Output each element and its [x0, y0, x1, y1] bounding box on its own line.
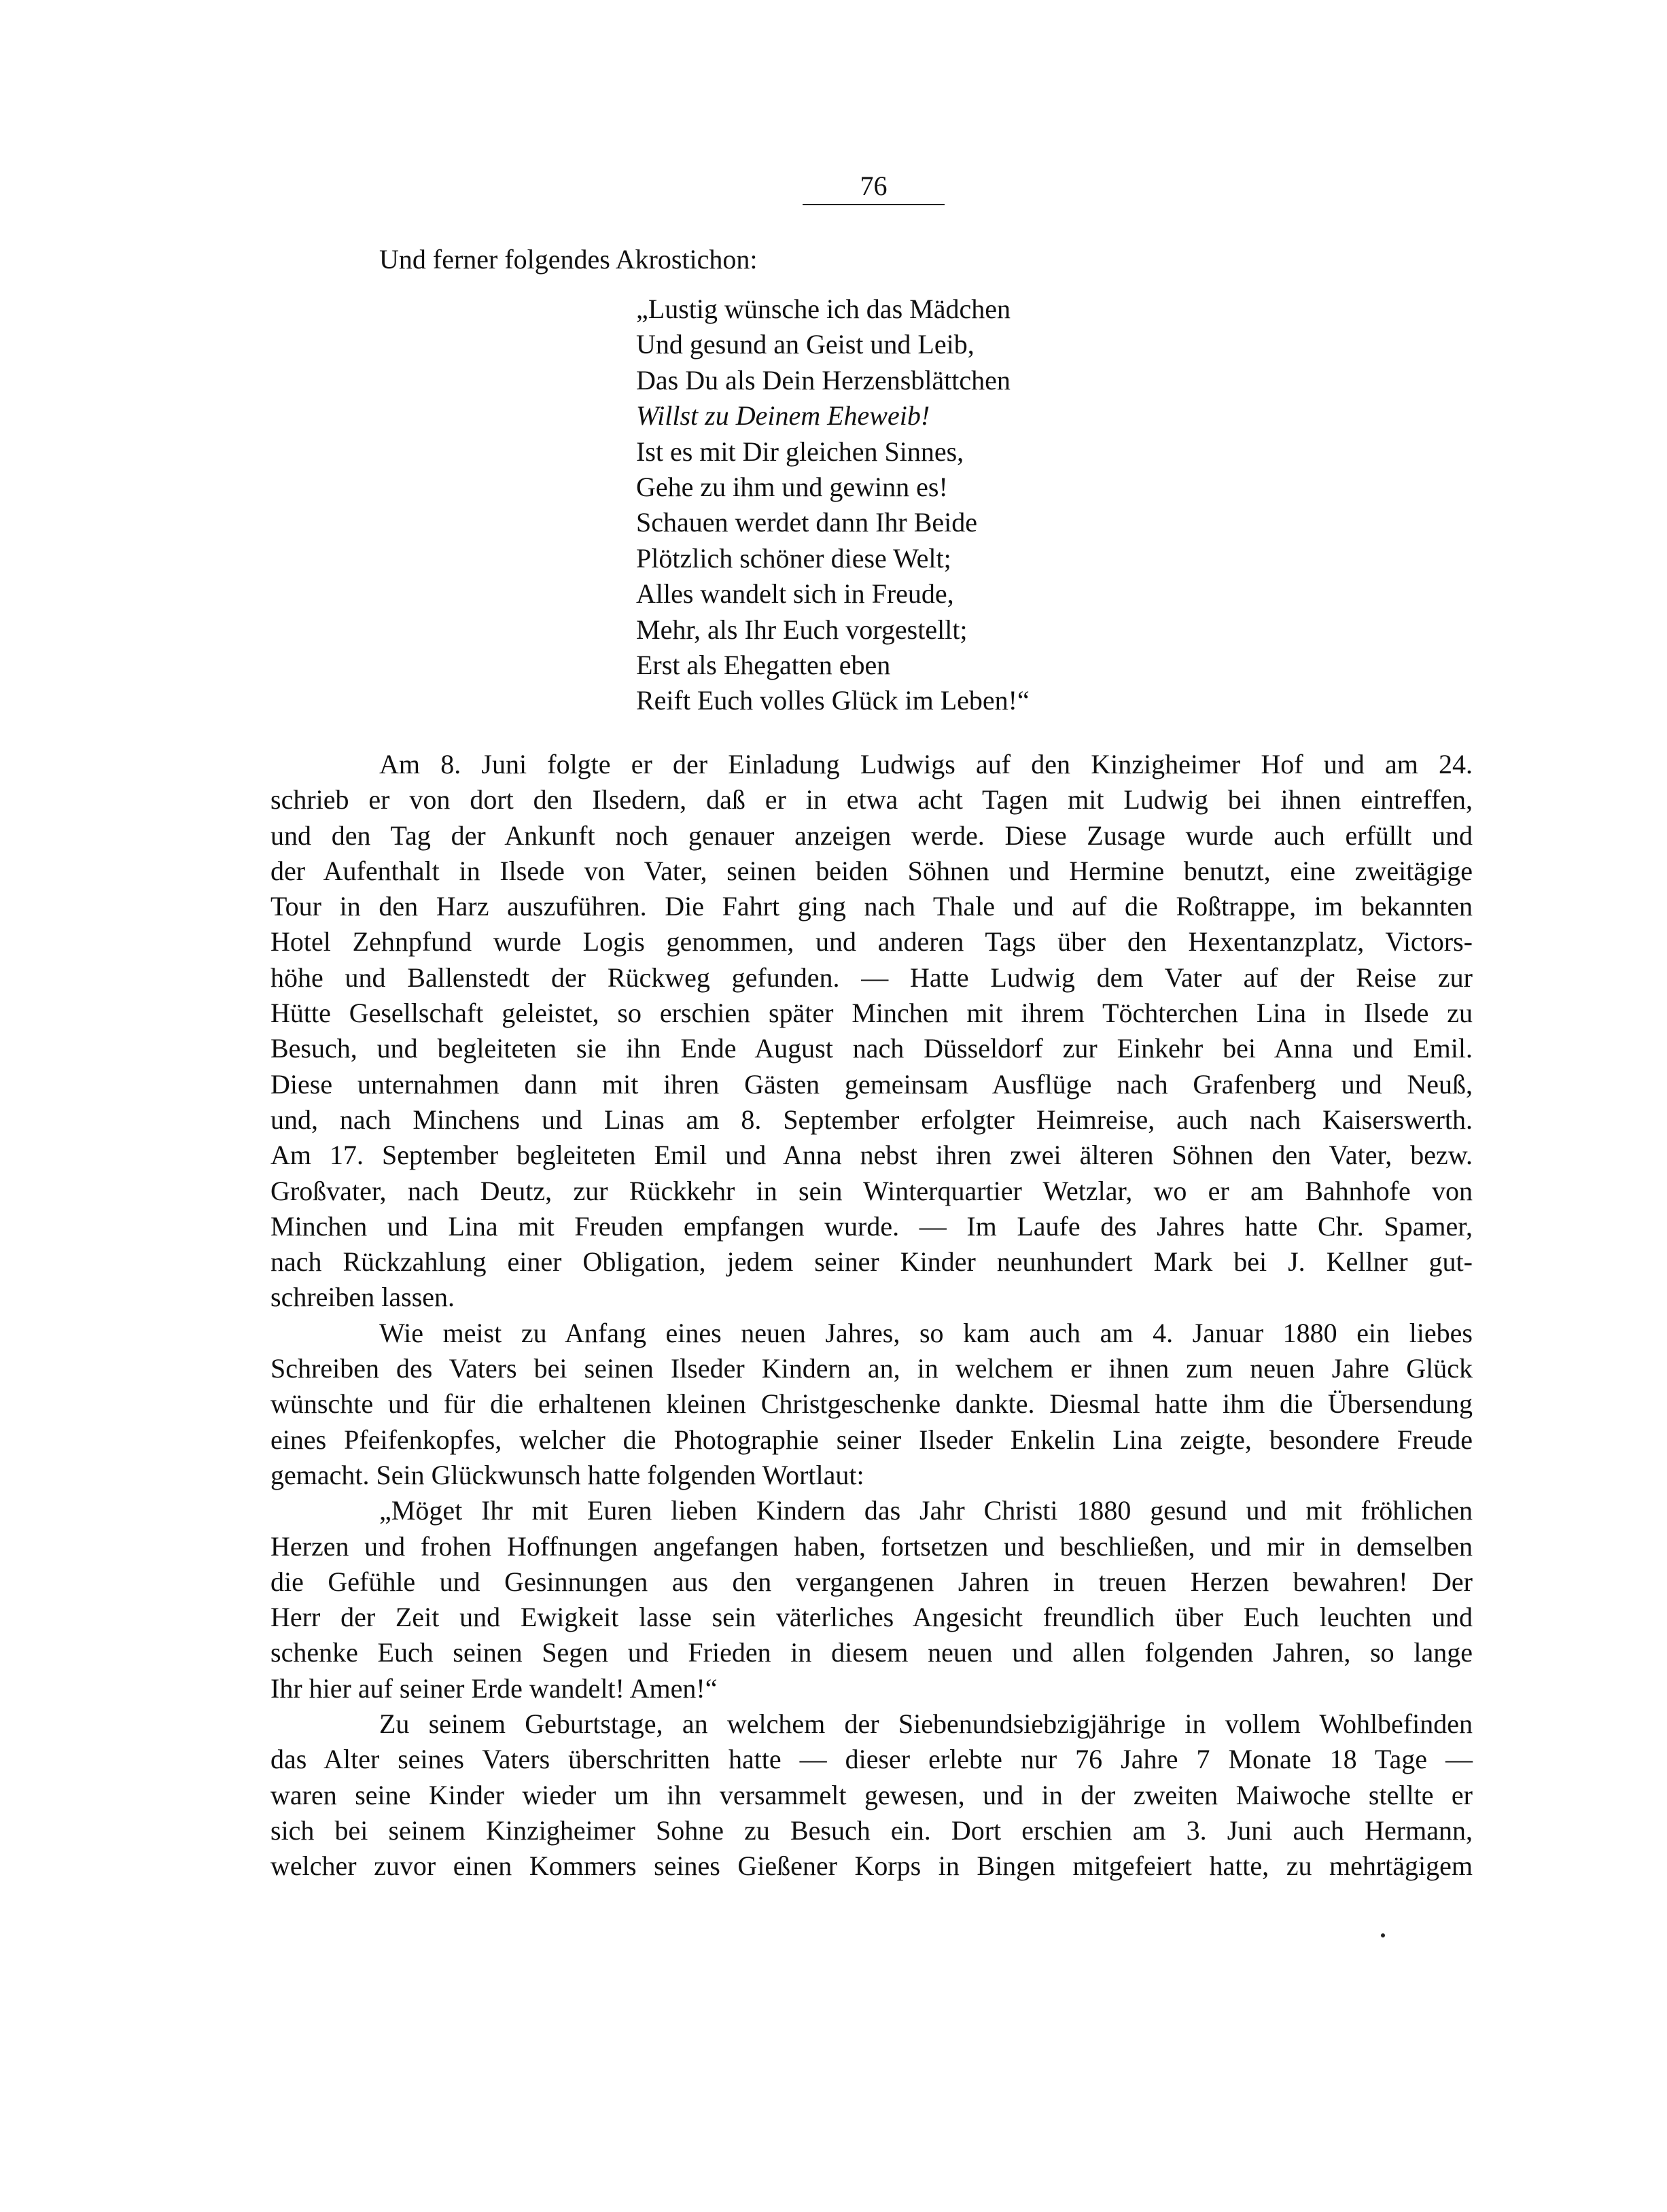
paragraph	[270, 747, 1473, 1316]
poem-line: Das Du als Dein Herzensblättchen	[636, 364, 1011, 396]
text-line: wünschte und für die erhaltenen kleinen Christgeschenke dankte. Diesmal hatte ihm die Übersendung	[270, 1388, 1473, 1420]
text-line: Hütte Gesellschaft geleistet, so erschien später Minchen mit ihrem Töchterchen Lina in Ilsede zu	[270, 998, 1473, 1029]
page-number: 76	[860, 171, 888, 201]
text-line: Minchen und Lina mit Freuden empfangen wurde. — Im Laufe des Jahres hatte Chr. Spamer,	[270, 1210, 1473, 1242]
body-text	[270, 747, 1473, 1884]
text-line: Besuch, und begleiteten sie ihn Ende August nach Düsseldorf zur Einkehr bei Anna und Emil.	[270, 1033, 1473, 1064]
poem-line: Erst als Ehegatten eben	[636, 650, 891, 681]
text-line: schreiben lassen.	[270, 1282, 455, 1313]
text-line: sich bei seinem Kinzigheimer Sohne zu Besuch ein. Dort erschien am 3. Juni auch Hermann,	[270, 1814, 1473, 1846]
text-line: waren seine Kinder wieder um ihn versammelt gewesen, und in der zweiten Maiwoche stellte er	[270, 1779, 1473, 1810]
text-line: höhe und Ballenstedt der Rückweg gefunden. — Hatte Ludwig dem Vater auf der Reise zur	[270, 962, 1473, 993]
text-line: welcher zuvor einen Kommers seines Gießener Korps in Bingen mitgefeiert hatte, zu mehrtägigem	[270, 1850, 1473, 1882]
poem-line: Plötzlich schöner diese Welt;	[636, 542, 951, 574]
paragraph	[270, 1706, 1473, 1884]
intro-line: Und ferner folgendes Akrostichon:	[379, 244, 758, 275]
text-line: Tour in den Harz auszuführen. Die Fahrt ging nach Thale und auf die Roßtrappe, im bekannten	[270, 891, 1473, 922]
text-line: Diese unternahmen dann mit ihren Gästen gemeinsam Ausflüge nach Grafenberg und Neuß,	[270, 1068, 1473, 1100]
text-line: Am 17. September begleiteten Emil und Anna nebst ihren zwei älteren Söhnen den Vater, bezw.	[270, 1140, 1473, 1171]
poem-line: Reift Euch volles Glück im Leben!“	[636, 685, 1030, 716]
text-line: Herr der Zeit und Ewigkeit lasse sein väterliches Angesicht freundlich über Euch leuchten und	[270, 1602, 1473, 1633]
text-line: der Aufenthalt in Ilsede von Vater, seinen beiden Söhnen und Hermine benutzt, eine zweitägige	[270, 855, 1473, 886]
acrostic-poem	[636, 292, 1030, 719]
text-line: gemacht. Sein Glückwunsch hatte folgenden Wortlaut:	[270, 1459, 864, 1490]
text-line: Zu seinem Geburtstage, an welchem der Siebenundsiebzigjährige in vollem Wohlbefinden	[379, 1708, 1473, 1740]
text-line: schrieb er von dort den Ilsedern, daß er in etwa acht Tagen mit Ludwig bei ihnen eintreffen,	[270, 784, 1473, 815]
text-line: und, nach Minchens und Linas am 8. September erfolgter Heimreise, auch nach Kaiserswerth.	[270, 1104, 1473, 1135]
poem-line: „Lustig wünsche ich das Mädchen	[636, 294, 1011, 324]
text-line: Herzen und frohen Hoffnungen angefangen haben, fortsetzen und beschließen, und mir in demselben	[270, 1530, 1473, 1562]
poem-line: Alles wandelt sich in Freude,	[636, 578, 954, 610]
text-line: das Alter seines Vaters überschritten hatte — dieser erlebte nur 76 Jahre 7 Monate 18 Tage —	[270, 1744, 1473, 1775]
text-line: Wie meist zu Anfang eines neuen Jahres, so kam auch am 4. Januar 1880 ein liebes	[379, 1317, 1473, 1348]
text-line: Hotel Zehnpfund wurde Logis genommen, und anderen Tags über den Hexentanzplatz, Victors-	[270, 926, 1473, 958]
text-line: Am 8. Juni folgte er der Einladung Ludwigs auf den Kinzigheimer Hof und am 24.	[379, 749, 1473, 779]
print-speck	[1381, 1933, 1385, 1937]
poem-line: Mehr, als Ihr Euch vorgestellt;	[636, 614, 968, 645]
text-line: schenke Euch seinen Segen und Frieden in diesem neuen und allen folgenden Jahren, so lange	[270, 1637, 1473, 1668]
text-line: und den Tag der Ankunft noch genauer anzeigen werde. Diese Zusage wurde auch erfüllt und	[270, 820, 1473, 851]
text-line: Ihr hier auf seiner Erde wandelt! Amen!“	[270, 1672, 718, 1704]
text-line: eines Pfeifenkopfes, welcher die Photographie seiner Ilseder Enkelin Lina zeigte, besondere Freude	[270, 1424, 1473, 1455]
poem-line: Ist es mit Dir gleichen Sinnes,	[636, 436, 964, 467]
text-line: „Möget Ihr mit Euren lieben Kindern das Jahr Christi 1880 gesund und mit fröhlichen	[379, 1495, 1473, 1526]
poem-line: Gehe zu ihm und gewinn es!	[636, 472, 948, 503]
text-line: die Gefühle und Gesinnungen aus den vergangenen Jahren in treuen Herzen bewahren! Der	[270, 1566, 1473, 1597]
poem-line: Willst zu Deinem Eheweib!	[636, 400, 930, 432]
page-number-rule	[803, 204, 945, 205]
paragraph	[270, 1493, 1473, 1706]
text-line: Großvater, nach Deutz, zur Rückkehr in sein Winterquartier Wetzlar, wo er am Bahnhofe von	[270, 1175, 1473, 1206]
paragraph	[270, 1316, 1473, 1493]
poem-line: Und gesund an Geist und Leib,	[636, 329, 975, 360]
text-line: Schreiben des Vaters bei seinen Ilseder Kindern an, in welchem er ihnen zum neuen Jahre Glück	[270, 1353, 1473, 1384]
poem-line: Schauen werdet dann Ihr Beide	[636, 507, 978, 538]
text-line: nach Rückzahlung einer Obligation, jedem seiner Kinder neunhundert Mark bei J. Kellner gut-	[270, 1246, 1473, 1278]
